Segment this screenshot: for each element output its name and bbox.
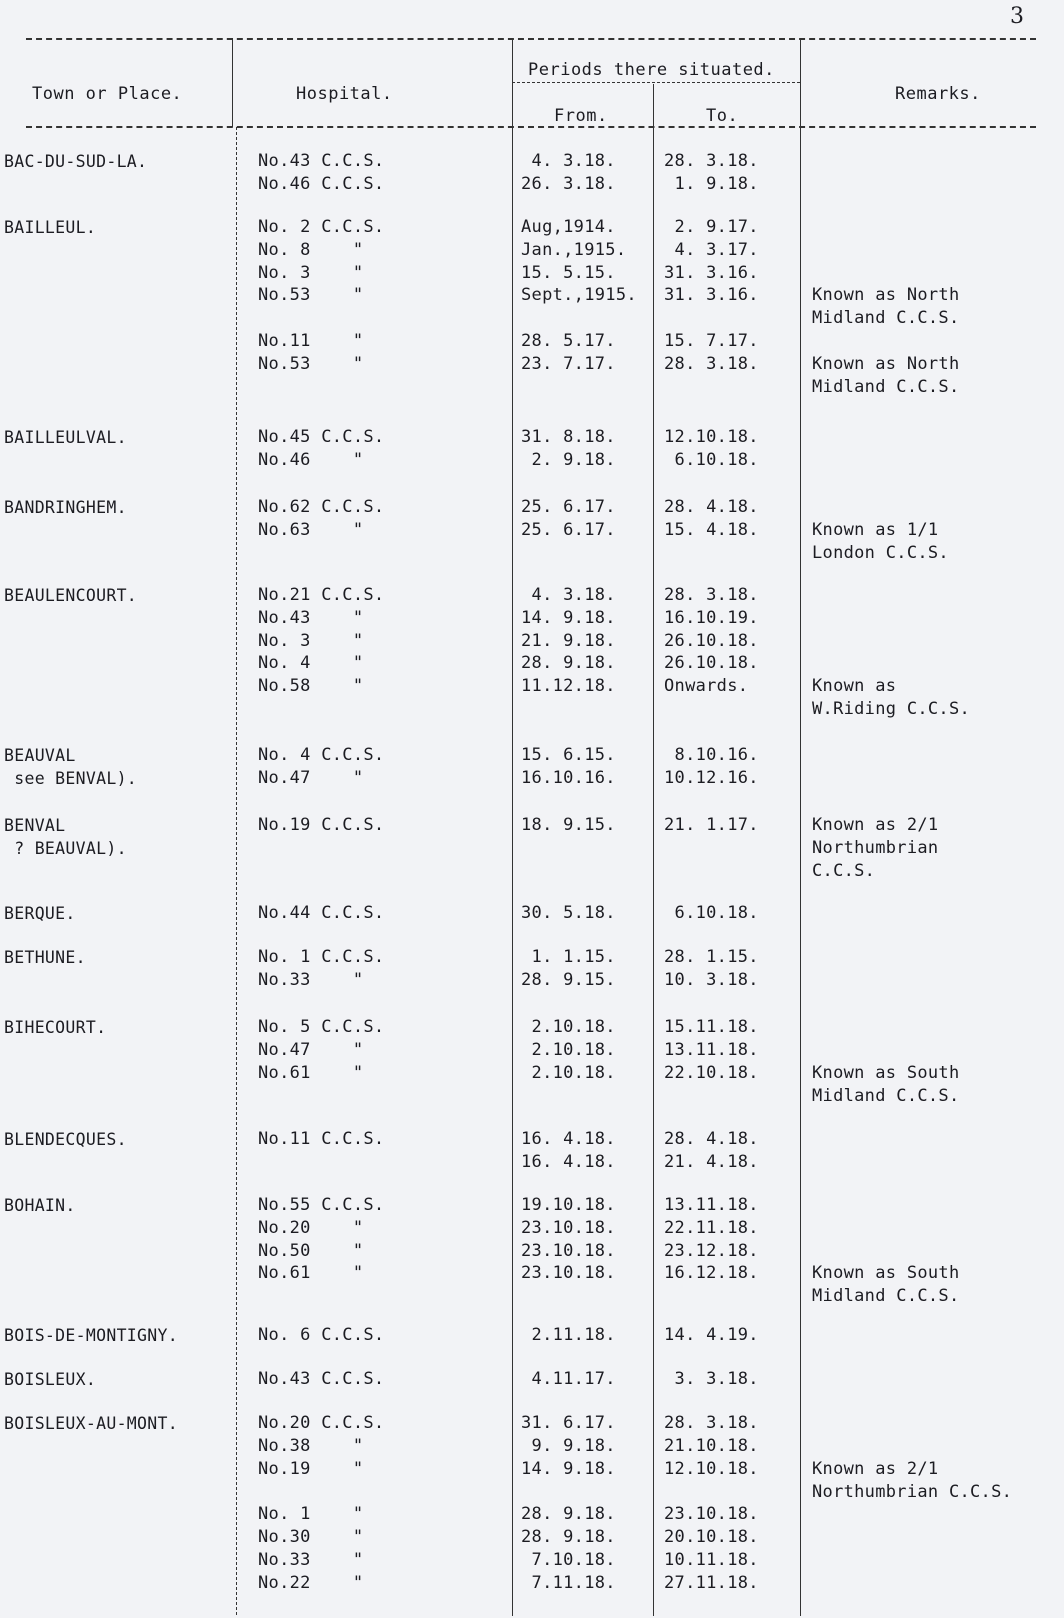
hospital-cell: No.33 " — [258, 969, 364, 990]
to-date-cell: Onwards. — [664, 676, 749, 697]
header-bottom-rule — [26, 126, 1036, 128]
hospital-cell: No.47 " — [258, 1039, 364, 1060]
hospital-cell: No. 5 C.C.S. — [258, 1017, 385, 1037]
top-rule — [26, 38, 1036, 40]
from-date-cell: 28. 9.18. — [521, 1504, 616, 1525]
hospital-cell: No. 6 C.C.S. — [258, 1325, 385, 1345]
to-date-cell: 28. 3.18. — [664, 585, 759, 605]
to-date-cell: 15. 4.18. — [664, 519, 759, 540]
town-name: BLENDECQUES. — [4, 1130, 127, 1149]
periods-rule — [512, 82, 800, 83]
to-date-cell: 22.11.18. — [664, 1217, 759, 1238]
remarks-cell: Known as South Midland C.C.S. — [812, 1062, 960, 1106]
remarks-cell: Known as North Midland C.C.S. — [812, 353, 960, 397]
town-name: BAC-DU-SUD-LA. — [4, 152, 148, 171]
from-date-cell: 1. 1.15. — [521, 947, 616, 967]
from-date-cell: 18. 9.15. — [521, 815, 616, 835]
from-date-cell: 23.10.18. — [521, 1240, 616, 1261]
from-date-cell: 9. 9.18. — [521, 1435, 616, 1456]
col-rule-to — [653, 84, 654, 1616]
town-name: BOISLEUX-AU-MONT. — [4, 1414, 178, 1433]
from-date-cell: 4.11.17. — [521, 1369, 616, 1389]
to-date-cell: 15.11.18. — [664, 1017, 759, 1037]
hospital-cell: No.22 " — [258, 1572, 364, 1593]
to-date-cell: 10. 3.18. — [664, 969, 759, 990]
hospital-cell: No.38 " — [258, 1435, 364, 1456]
from-date-cell: 15. 6.15. — [521, 745, 616, 765]
from-date-cell: 31. 8.18. — [521, 427, 616, 447]
hospital-cell: No. 1 " — [258, 1504, 364, 1525]
hospital-cell: No.21 C.C.S. — [258, 585, 385, 605]
town-name: BAILLEUL. — [4, 218, 97, 237]
to-date-cell: 15. 7.17. — [664, 331, 759, 351]
to-date-cell: 6.10.18. — [664, 449, 759, 470]
to-date-cell: 28. 3.18. — [664, 1413, 759, 1433]
hospital-cell: No.63 " — [258, 519, 364, 540]
col-rule-remarks — [800, 38, 801, 1616]
to-date-cell: 14. 4.19. — [664, 1325, 759, 1345]
hospital-cell: No.53 " — [258, 285, 364, 306]
from-date-cell: 16. 4.18. — [521, 1151, 616, 1172]
to-date-cell: 16.10.19. — [664, 607, 759, 628]
hospital-cell: No.53 " — [258, 353, 364, 374]
header-periods: Periods there situated. — [528, 60, 775, 80]
hospital-cell: No.20 " — [258, 1217, 364, 1238]
hospital-cell: No.20 C.C.S. — [258, 1413, 385, 1433]
to-date-cell: 12.10.18. — [664, 1458, 759, 1479]
to-date-cell: 26.10.18. — [664, 653, 759, 674]
to-date-cell: 16.12.18. — [664, 1263, 759, 1284]
header-remarks: Remarks. — [895, 84, 981, 104]
hospital-cell: No. 3 " — [258, 630, 364, 651]
from-date-cell: 4. 3.18. — [521, 151, 616, 171]
town-name: BOISLEUX. — [4, 1370, 97, 1389]
from-date-cell: 31. 6.17. — [521, 1413, 616, 1433]
to-date-cell: 31. 3.16. — [664, 262, 759, 283]
town-name: BETHUNE. — [4, 948, 86, 967]
town-name: BENVAL ? BEAUVAL). — [4, 816, 127, 858]
from-date-cell: 23. 7.17. — [521, 353, 616, 374]
to-date-cell: 23.10.18. — [664, 1504, 759, 1525]
to-date-cell: 21. 4.18. — [664, 1151, 759, 1172]
hospital-cell: No.61 " — [258, 1062, 364, 1083]
hospital-cell: No. 2 C.C.S. — [258, 217, 385, 237]
to-date-cell: 4. 3.17. — [664, 239, 759, 260]
to-date-cell: 3. 3.18. — [664, 1369, 759, 1389]
from-date-cell: 2.10.18. — [521, 1062, 616, 1083]
from-date-cell: 30. 5.18. — [521, 903, 616, 923]
hospital-cell: No. 3 " — [258, 262, 364, 283]
remarks-cell: Known as 1/1 London C.C.S. — [812, 519, 949, 563]
remarks-cell: Known as 2/1 Northumbrian C.C.S. — [812, 815, 939, 881]
hospital-cell: No.43 C.C.S. — [258, 151, 385, 171]
town-name: BEAUVAL see BENVAL). — [4, 746, 138, 788]
from-date-cell: 28. 9.18. — [521, 1527, 616, 1547]
to-date-cell: 21. 1.17. — [664, 815, 759, 835]
remarks-cell: Known as 2/1 Northumbrian C.C.S. — [812, 1458, 1013, 1502]
remarks-cell: Known as North Midland C.C.S. — [812, 285, 960, 329]
hospital-cell: No.46 C.C.S. — [258, 173, 385, 194]
hospital-cell: No.44 C.C.S. — [258, 903, 385, 923]
town-name: BOIS-DE-MONTIGNY. — [4, 1326, 178, 1345]
hospital-cell: No.46 " — [258, 449, 364, 470]
hospital-cell: No.62 C.C.S. — [258, 497, 385, 517]
from-date-cell: 14. 9.18. — [521, 607, 616, 628]
from-date-cell: 16. 4.18. — [521, 1129, 616, 1149]
to-date-cell: 28. 1.15. — [664, 947, 759, 967]
header-from: From. — [554, 106, 608, 126]
from-date-cell: 7.11.18. — [521, 1572, 616, 1593]
to-date-cell: 28. 3.18. — [664, 151, 759, 171]
to-date-cell: 12.10.18. — [664, 427, 759, 447]
to-date-cell: 28. 4.18. — [664, 1129, 759, 1149]
from-date-cell: 25. 6.17. — [521, 497, 616, 517]
page-number: 3 — [1010, 4, 1024, 29]
from-date-cell: 7.10.18. — [521, 1549, 616, 1570]
hospital-cell: No.19 C.C.S. — [258, 815, 385, 835]
to-date-cell: 28. 4.18. — [664, 497, 759, 517]
to-date-cell: 1. 9.18. — [664, 173, 759, 194]
remarks-cell: Known as South Midland C.C.S. — [812, 1263, 960, 1307]
to-date-cell: 21.10.18. — [664, 1435, 759, 1456]
hospital-cell: No.43 " — [258, 607, 364, 628]
town-name: BEAULENCOURT. — [4, 586, 138, 605]
col-rule-town — [232, 38, 233, 127]
from-date-cell: 21. 9.18. — [521, 630, 616, 651]
to-date-cell: 13.11.18. — [664, 1039, 759, 1060]
to-date-cell: 26.10.18. — [664, 630, 759, 651]
col-rule-hospital — [236, 127, 237, 1615]
to-date-cell: 23.12.18. — [664, 1240, 759, 1261]
col-rule-from — [512, 38, 513, 1616]
hospital-cell: No.55 C.C.S. — [258, 1195, 385, 1215]
hospital-cell: No. 4 C.C.S. — [258, 745, 385, 765]
hospital-cell: No.33 " — [258, 1549, 364, 1570]
from-date-cell: 2. 9.18. — [521, 449, 616, 470]
from-date-cell: 28. 9.18. — [521, 653, 616, 674]
hospital-cell: No.11 C.C.S. — [258, 1129, 385, 1149]
from-date-cell: 2.11.18. — [521, 1325, 616, 1345]
hospital-cell: No.61 " — [258, 1263, 364, 1284]
to-date-cell: 20.10.18. — [664, 1527, 759, 1547]
hospital-cell: No. 8 " — [258, 239, 364, 260]
town-name: BIHECOURT. — [4, 1018, 107, 1037]
from-date-cell: 15. 5.15. — [521, 262, 616, 283]
header-hospital: Hospital. — [296, 84, 393, 104]
hospital-cell: No.11 " — [258, 331, 364, 351]
hospital-cell: No.47 " — [258, 767, 364, 788]
from-date-cell: 4. 3.18. — [521, 585, 616, 605]
hospital-cell: No. 1 C.C.S. — [258, 947, 385, 967]
hospital-cell: No.19 " — [258, 1458, 364, 1479]
to-date-cell: 10.11.18. — [664, 1549, 759, 1570]
hospital-cell: No.43 C.C.S. — [258, 1369, 385, 1389]
hospital-cell: No.45 C.C.S. — [258, 427, 385, 447]
from-date-cell: Sept.,1915. — [521, 285, 637, 306]
town-name: BANDRINGHEM. — [4, 498, 127, 517]
to-date-cell: 2. 9.17. — [664, 217, 759, 237]
hospital-cell: No.50 " — [258, 1240, 364, 1261]
header-town: Town or Place. — [32, 84, 183, 104]
to-date-cell: 10.12.16. — [664, 767, 759, 788]
from-date-cell: 23.10.18. — [521, 1263, 616, 1284]
to-date-cell: 13.11.18. — [664, 1195, 759, 1215]
from-date-cell: 26. 3.18. — [521, 173, 616, 194]
from-date-cell: 19.10.18. — [521, 1195, 616, 1215]
from-date-cell: 25. 6.17. — [521, 519, 616, 540]
header-to: To. — [706, 106, 739, 126]
from-date-cell: 2.10.18. — [521, 1017, 616, 1037]
hospital-cell: No.30 " — [258, 1527, 364, 1547]
to-date-cell: 8.10.16. — [664, 745, 759, 765]
from-date-cell: 11.12.18. — [521, 676, 616, 697]
hospital-cell: No. 4 " — [258, 653, 364, 674]
remarks-cell: Known as W.Riding C.C.S. — [812, 676, 971, 720]
from-date-cell: 28. 9.15. — [521, 969, 616, 990]
to-date-cell: 31. 3.16. — [664, 285, 759, 306]
to-date-cell: 27.11.18. — [664, 1572, 759, 1593]
from-date-cell: 16.10.16. — [521, 767, 616, 788]
from-date-cell: 23.10.18. — [521, 1217, 616, 1238]
from-date-cell: 2.10.18. — [521, 1039, 616, 1060]
from-date-cell: 28. 5.17. — [521, 331, 616, 351]
town-name: BOHAIN. — [4, 1196, 76, 1215]
from-date-cell: Jan.,1915. — [521, 239, 627, 260]
from-date-cell: Aug,1914. — [521, 217, 616, 237]
town-name: BERQUE. — [4, 904, 76, 923]
to-date-cell: 28. 3.18. — [664, 353, 759, 374]
to-date-cell: 22.10.18. — [664, 1062, 759, 1083]
from-date-cell: 14. 9.18. — [521, 1458, 616, 1479]
town-name: BAILLEULVAL. — [4, 428, 127, 447]
to-date-cell: 6.10.18. — [664, 903, 759, 923]
hospital-cell: No.58 " — [258, 676, 364, 697]
